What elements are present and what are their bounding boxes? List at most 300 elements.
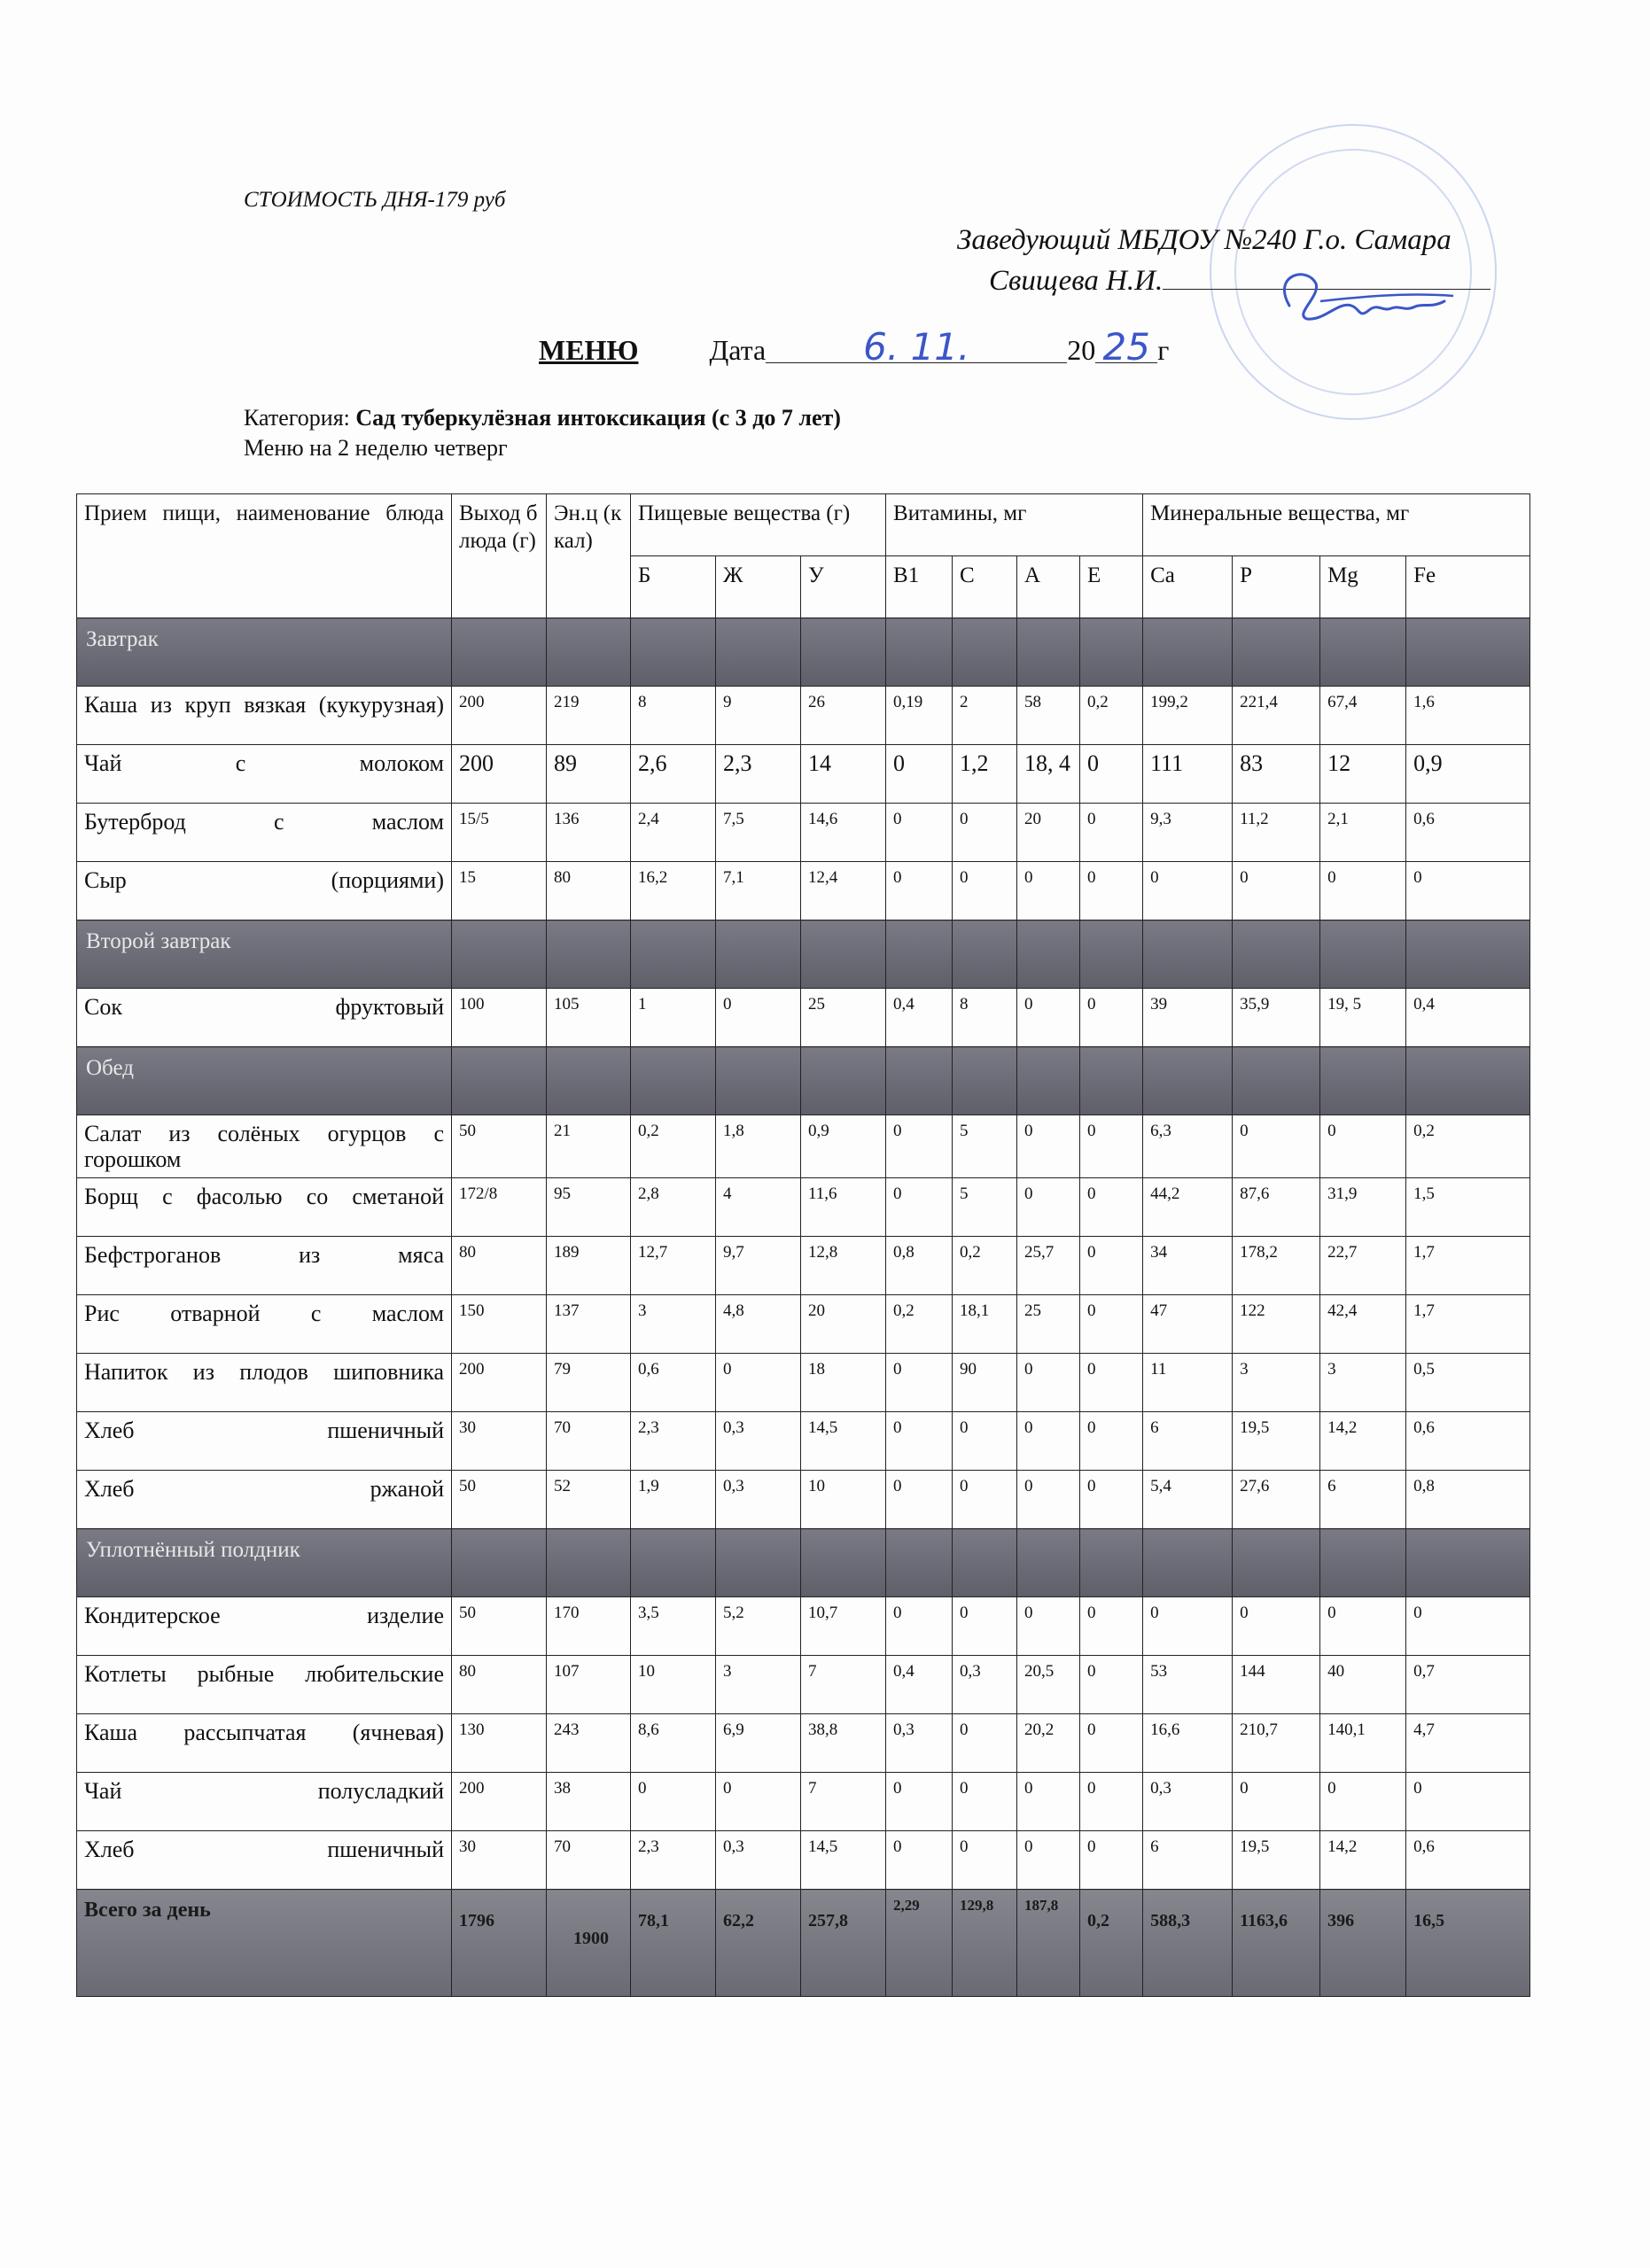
- section-fill-cell: [1233, 618, 1320, 687]
- value-cell: 2,8: [631, 1178, 716, 1237]
- value-cell: 70: [547, 1831, 631, 1890]
- value-cell: 0,6: [1406, 1831, 1530, 1890]
- section-fill-cell: [953, 618, 1017, 687]
- value-cell: 0: [716, 1773, 801, 1831]
- day-cost: СТОИМОСТЬ ДНЯ-179 руб: [244, 188, 506, 212]
- section-row: [77, 618, 1530, 687]
- dish-row: [77, 1178, 1530, 1237]
- dish-row: [77, 1412, 1530, 1471]
- dish-row: [77, 1115, 1530, 1178]
- value-cell: 15/5: [452, 804, 547, 862]
- section-fill-cell: [716, 1529, 801, 1597]
- total-value: 1796: [452, 1890, 547, 1997]
- value-cell: 0,4: [886, 1656, 953, 1714]
- value-cell: 50: [452, 1471, 547, 1529]
- value-cell: 0,3: [716, 1831, 801, 1890]
- value-cell: 20,2: [1017, 1714, 1080, 1773]
- value-cell: 0: [1143, 862, 1233, 920]
- value-cell: 0: [1406, 1773, 1530, 1831]
- value-cell: 3: [1233, 1354, 1320, 1412]
- subheader-7: Ca: [1143, 556, 1233, 618]
- section-fill-cell: [1406, 920, 1530, 989]
- value-cell: 122: [1233, 1295, 1320, 1354]
- dish-row: [77, 1597, 1530, 1656]
- value-cell: 38: [547, 1773, 631, 1831]
- total-value: 187,8: [1017, 1890, 1080, 1997]
- total-value: 1900: [547, 1890, 631, 1997]
- value-cell: 11,2: [1233, 804, 1320, 862]
- handwritten-signature: [1254, 257, 1467, 337]
- header-minerals: Минеральные вещества, мг: [1143, 494, 1530, 556]
- value-cell: 8,6: [631, 1714, 716, 1773]
- value-cell: 150: [452, 1295, 547, 1354]
- category-label: Категория:: [244, 405, 350, 431]
- value-cell: 1,9: [631, 1471, 716, 1529]
- section-fill-cell: [1143, 618, 1233, 687]
- value-cell: 3: [631, 1295, 716, 1354]
- dish-row: [77, 1471, 1530, 1529]
- value-cell: 2,3: [631, 1831, 716, 1890]
- subheader-10: Fe: [1406, 556, 1530, 618]
- year-suffix: 25: [1095, 332, 1157, 363]
- section-fill-cell: [631, 1529, 716, 1597]
- subheader-2: У: [801, 556, 886, 618]
- total-value: 62,2: [716, 1890, 801, 1997]
- section-fill-cell: [953, 1047, 1017, 1115]
- value-cell: 67,4: [1320, 687, 1406, 745]
- value-cell: 9,7: [716, 1237, 801, 1295]
- section-fill-cell: [547, 1047, 631, 1115]
- menu-title: МЕНЮ: [539, 334, 639, 366]
- value-cell: 189: [547, 1237, 631, 1295]
- dish-name: Хлеб ржаной: [77, 1471, 452, 1529]
- dish-name: Каша рассыпчатая (ячневая): [77, 1714, 452, 1773]
- section-fill-cell: [1080, 618, 1143, 687]
- subheader-4: С: [953, 556, 1017, 618]
- section-fill-cell: [716, 1047, 801, 1115]
- value-cell: 6: [1143, 1831, 1233, 1890]
- value-cell: 9,3: [1143, 804, 1233, 862]
- value-cell: 87,6: [1233, 1178, 1320, 1237]
- dish-name: Борщ с фасолью со сметаной: [77, 1178, 452, 1237]
- value-cell: 0: [953, 1714, 1017, 1773]
- value-cell: 0,3: [1143, 1773, 1233, 1831]
- value-cell: 0: [886, 804, 953, 862]
- value-cell: 0: [953, 1831, 1017, 1890]
- value-cell: 3: [1320, 1354, 1406, 1412]
- dish-name: Бутерброд с маслом: [77, 804, 452, 862]
- section-fill-cell: [1320, 1047, 1406, 1115]
- section-fill-cell: [1017, 920, 1080, 989]
- value-cell: 7: [801, 1656, 886, 1714]
- value-cell: 0,3: [953, 1656, 1017, 1714]
- subheader-5: А: [1017, 556, 1080, 618]
- value-cell: 0: [886, 1597, 953, 1656]
- value-cell: 25: [801, 989, 886, 1047]
- value-cell: 0: [1080, 1115, 1143, 1178]
- value-cell: 1,8: [716, 1115, 801, 1178]
- value-cell: 0: [716, 1354, 801, 1412]
- value-cell: 0: [953, 1773, 1017, 1831]
- dish-row: [77, 804, 1530, 862]
- header-energy: Эн.ц (ккал): [547, 494, 631, 618]
- value-cell: 0: [886, 1354, 953, 1412]
- value-cell: 0,3: [886, 1714, 953, 1773]
- value-cell: 26: [801, 687, 886, 745]
- value-cell: 0,3: [716, 1412, 801, 1471]
- week-label: Меню на 2 неделю четверг: [244, 435, 508, 461]
- value-cell: 18, 4: [1017, 745, 1080, 804]
- value-cell: 0: [1017, 1831, 1080, 1890]
- value-cell: 0: [1233, 1597, 1320, 1656]
- value-cell: 38,8: [801, 1714, 886, 1773]
- value-cell: 89: [547, 745, 631, 804]
- section-fill-cell: [801, 1529, 886, 1597]
- value-cell: 0: [1143, 1597, 1233, 1656]
- value-cell: 18,1: [953, 1295, 1017, 1354]
- value-cell: 0: [631, 1773, 716, 1831]
- year-prefix: 20: [1067, 334, 1096, 366]
- value-cell: 210,7: [1233, 1714, 1320, 1773]
- value-cell: 9: [716, 687, 801, 745]
- total-value: 396: [1320, 1890, 1406, 1997]
- value-cell: 0,6: [631, 1354, 716, 1412]
- value-cell: 70: [547, 1412, 631, 1471]
- total-label: Всего за день: [77, 1890, 452, 1997]
- value-cell: 2: [953, 687, 1017, 745]
- value-cell: 0: [1080, 1354, 1143, 1412]
- value-cell: 53: [1143, 1656, 1233, 1714]
- value-cell: 0: [1080, 1773, 1143, 1831]
- value-cell: 14,6: [801, 804, 886, 862]
- value-cell: 50: [452, 1115, 547, 1178]
- value-cell: 0,2: [953, 1237, 1017, 1295]
- subheader-3: В1: [886, 556, 953, 618]
- value-cell: 144: [1233, 1656, 1320, 1714]
- value-cell: 0,5: [1406, 1354, 1530, 1412]
- section-title: Уплотнённый полдник: [77, 1529, 452, 1597]
- value-cell: 14,5: [801, 1412, 886, 1471]
- value-cell: 200: [452, 1354, 547, 1412]
- value-cell: 0,2: [886, 1295, 953, 1354]
- value-cell: 0: [1080, 1597, 1143, 1656]
- value-cell: 0,7: [1406, 1656, 1530, 1714]
- value-cell: 44,2: [1143, 1178, 1233, 1237]
- value-cell: 111: [1143, 745, 1233, 804]
- value-cell: 50: [452, 1597, 547, 1656]
- dish-row: [77, 1773, 1530, 1831]
- value-cell: 130: [452, 1714, 547, 1773]
- dish-name: Котлеты рыбные любительские: [77, 1656, 452, 1714]
- value-cell: 12: [1320, 745, 1406, 804]
- value-cell: 12,4: [801, 862, 886, 920]
- value-cell: 0: [886, 745, 953, 804]
- value-cell: 7,5: [716, 804, 801, 862]
- value-cell: 0: [1320, 862, 1406, 920]
- value-cell: 1,2: [953, 745, 1017, 804]
- total-value: 0,2: [1080, 1890, 1143, 1997]
- value-cell: 1,6: [1406, 687, 1530, 745]
- value-cell: 25,7: [1017, 1237, 1080, 1295]
- value-cell: 6: [1143, 1412, 1233, 1471]
- value-cell: 1,7: [1406, 1295, 1530, 1354]
- value-cell: 30: [452, 1831, 547, 1890]
- value-cell: 2,6: [631, 745, 716, 804]
- section-title: Второй завтрак: [77, 920, 452, 989]
- value-cell: 0: [1017, 862, 1080, 920]
- value-cell: 200: [452, 1773, 547, 1831]
- value-cell: 30: [452, 1412, 547, 1471]
- section-fill-cell: [1406, 1529, 1530, 1597]
- value-cell: 0: [1080, 1178, 1143, 1237]
- value-cell: 107: [547, 1656, 631, 1714]
- section-fill-cell: [1320, 1529, 1406, 1597]
- value-cell: 0: [1080, 1656, 1143, 1714]
- value-cell: 40: [1320, 1656, 1406, 1714]
- section-fill-cell: [1320, 618, 1406, 687]
- value-cell: 0: [953, 1412, 1017, 1471]
- total-value: 588,3: [1143, 1890, 1233, 1997]
- menu-date-line: [539, 325, 1170, 369]
- subheader-6: Е: [1080, 556, 1143, 618]
- value-cell: 5,4: [1143, 1471, 1233, 1529]
- value-cell: 0,8: [886, 1237, 953, 1295]
- subheader-9: Mg: [1320, 556, 1406, 618]
- section-fill-cell: [953, 1529, 1017, 1597]
- value-cell: 4,8: [716, 1295, 801, 1354]
- value-cell: 15: [452, 862, 547, 920]
- value-cell: 0,2: [1406, 1115, 1530, 1178]
- section-fill-cell: [886, 1529, 953, 1597]
- value-cell: 20,5: [1017, 1656, 1080, 1714]
- dish-row: [77, 1831, 1530, 1890]
- value-cell: 8: [631, 687, 716, 745]
- value-cell: 0,3: [716, 1471, 801, 1529]
- value-cell: 7: [801, 1773, 886, 1831]
- value-cell: 35,9: [1233, 989, 1320, 1047]
- value-cell: 243: [547, 1714, 631, 1773]
- value-cell: 221,4: [1233, 687, 1320, 745]
- dish-row: [77, 1295, 1530, 1354]
- total-value: 2,29: [886, 1890, 953, 1997]
- value-cell: 0: [1017, 1471, 1080, 1529]
- value-cell: 0,4: [886, 989, 953, 1047]
- value-cell: 0: [1080, 862, 1143, 920]
- value-cell: 0: [1080, 1412, 1143, 1471]
- value-cell: 0: [1017, 1597, 1080, 1656]
- value-cell: 0: [1017, 989, 1080, 1047]
- value-cell: 0: [1017, 1412, 1080, 1471]
- value-cell: 0: [1080, 1471, 1143, 1529]
- value-cell: 0: [1406, 1597, 1530, 1656]
- value-cell: 136: [547, 804, 631, 862]
- value-cell: 0: [886, 1471, 953, 1529]
- value-cell: 80: [547, 862, 631, 920]
- section-title: Обед: [77, 1047, 452, 1115]
- section-fill-cell: [953, 920, 1017, 989]
- value-cell: 19, 5: [1320, 989, 1406, 1047]
- dish-name: Кондитерское изделие: [77, 1597, 452, 1656]
- section-fill-cell: [1080, 920, 1143, 989]
- value-cell: 14,2: [1320, 1412, 1406, 1471]
- section-fill-cell: [631, 920, 716, 989]
- section-fill-cell: [547, 1529, 631, 1597]
- value-cell: 2,3: [716, 745, 801, 804]
- dish-row: [77, 745, 1530, 804]
- value-cell: 219: [547, 687, 631, 745]
- value-cell: 10: [631, 1656, 716, 1714]
- section-fill-cell: [1143, 1529, 1233, 1597]
- value-cell: 0: [886, 1178, 953, 1237]
- section-fill-cell: [547, 920, 631, 989]
- section-fill-cell: [1017, 1529, 1080, 1597]
- value-cell: 10,7: [801, 1597, 886, 1656]
- dish-row: [77, 1237, 1530, 1295]
- section-fill-cell: [1017, 618, 1080, 687]
- section-fill-cell: [716, 618, 801, 687]
- value-cell: 100: [452, 989, 547, 1047]
- value-cell: 42,4: [1320, 1295, 1406, 1354]
- section-fill-cell: [1233, 1529, 1320, 1597]
- value-cell: 4,7: [1406, 1714, 1530, 1773]
- value-cell: 0: [953, 1597, 1017, 1656]
- value-cell: 0: [1080, 1714, 1143, 1773]
- value-cell: 199,2: [1143, 687, 1233, 745]
- value-cell: 0: [1017, 1354, 1080, 1412]
- value-cell: 0: [1320, 1773, 1406, 1831]
- value-cell: 0: [1080, 1831, 1143, 1890]
- dish-name: Сок фруктовый: [77, 989, 452, 1047]
- section-fill-cell: [1017, 1047, 1080, 1115]
- total-value: 16,5: [1406, 1890, 1530, 1997]
- value-cell: 0: [1233, 1115, 1320, 1178]
- value-cell: 105: [547, 989, 631, 1047]
- value-cell: 5,2: [716, 1597, 801, 1656]
- value-cell: 39: [1143, 989, 1233, 1047]
- value-cell: 20: [1017, 804, 1080, 862]
- dish-row: [77, 1656, 1530, 1714]
- section-fill-cell: [452, 1529, 547, 1597]
- section-fill-cell: [801, 1047, 886, 1115]
- value-cell: 7,1: [716, 862, 801, 920]
- date-value: 6. 11.: [766, 332, 1067, 363]
- value-cell: 90: [953, 1354, 1017, 1412]
- value-cell: 0: [1080, 1237, 1143, 1295]
- value-cell: 172/8: [452, 1178, 547, 1237]
- value-cell: 0: [953, 804, 1017, 862]
- subheader-1: Ж: [716, 556, 801, 618]
- value-cell: 12,7: [631, 1237, 716, 1295]
- value-cell: 83: [1233, 745, 1320, 804]
- value-cell: 31,9: [1320, 1178, 1406, 1237]
- value-cell: 0: [1080, 1295, 1143, 1354]
- subheader-0: Б: [631, 556, 716, 618]
- section-fill-cell: [547, 618, 631, 687]
- value-cell: 3,5: [631, 1597, 716, 1656]
- value-cell: 19,5: [1233, 1412, 1320, 1471]
- value-cell: 0: [886, 1115, 953, 1178]
- header-yield: Выход блюда (г): [452, 494, 547, 618]
- section-fill-cell: [1406, 1047, 1530, 1115]
- value-cell: 0,2: [1080, 687, 1143, 745]
- section-fill-cell: [716, 920, 801, 989]
- total-value: 1163,6: [1233, 1890, 1320, 1997]
- value-cell: 6,9: [716, 1714, 801, 1773]
- value-cell: 27,6: [1233, 1471, 1320, 1529]
- dish-name: Хлеб пшеничный: [77, 1412, 452, 1471]
- section-fill-cell: [1233, 920, 1320, 989]
- header-vitamins: Витамины, мг: [886, 494, 1143, 556]
- header-dish: Прием пищи, наименование блюда: [77, 494, 452, 618]
- menu-table: [76, 493, 1530, 1997]
- section-fill-cell: [452, 618, 547, 687]
- value-cell: 0,8: [1406, 1471, 1530, 1529]
- section-fill-cell: [801, 618, 886, 687]
- value-cell: 19,5: [1233, 1831, 1320, 1890]
- value-cell: 0: [886, 1831, 953, 1890]
- director-title: Заведующий МБДОУ №240 Г.о. Самара: [957, 224, 1452, 256]
- value-cell: 1,5: [1406, 1178, 1530, 1237]
- value-cell: 1: [631, 989, 716, 1047]
- value-cell: 12,8: [801, 1237, 886, 1295]
- value-cell: 52: [547, 1471, 631, 1529]
- value-cell: 0: [953, 1471, 1017, 1529]
- value-cell: 0: [1017, 1773, 1080, 1831]
- value-cell: 16,2: [631, 862, 716, 920]
- section-fill-cell: [1143, 1047, 1233, 1115]
- dish-name: Чай полусладкий: [77, 1773, 452, 1831]
- section-fill-cell: [1080, 1529, 1143, 1597]
- section-fill-cell: [1143, 920, 1233, 989]
- value-cell: 11: [1143, 1354, 1233, 1412]
- value-cell: 80: [452, 1237, 547, 1295]
- value-cell: 5: [953, 1115, 1017, 1178]
- value-cell: 22,7: [1320, 1237, 1406, 1295]
- value-cell: 8: [953, 989, 1017, 1047]
- value-cell: 80: [452, 1656, 547, 1714]
- value-cell: 0: [1320, 1597, 1406, 1656]
- dish-name: Рис отварной с маслом: [77, 1295, 452, 1354]
- value-cell: 4: [716, 1178, 801, 1237]
- value-cell: 137: [547, 1295, 631, 1354]
- value-cell: 3: [716, 1656, 801, 1714]
- value-cell: 200: [452, 745, 547, 804]
- value-cell: 0: [1406, 862, 1530, 920]
- dish-row: [77, 862, 1530, 920]
- value-cell: 0,9: [801, 1115, 886, 1178]
- value-cell: 1,7: [1406, 1237, 1530, 1295]
- dish-name: Бефстроганов из мяса: [77, 1237, 452, 1295]
- category-block: [244, 403, 841, 463]
- value-cell: 10: [801, 1471, 886, 1529]
- value-cell: 95: [547, 1178, 631, 1237]
- total-value: 129,8: [953, 1890, 1017, 1997]
- section-row: [77, 1529, 1530, 1597]
- value-cell: 0: [886, 862, 953, 920]
- date-label: Дата: [709, 334, 767, 366]
- value-cell: 0: [886, 1412, 953, 1471]
- section-fill-cell: [452, 920, 547, 989]
- dish-name: Каша из круп вязкая (кукурузная): [77, 687, 452, 745]
- dish-row: [77, 989, 1530, 1047]
- value-cell: 0: [1233, 862, 1320, 920]
- value-cell: 16,6: [1143, 1714, 1233, 1773]
- section-fill-cell: [631, 618, 716, 687]
- value-cell: 6,3: [1143, 1115, 1233, 1178]
- section-fill-cell: [1080, 1047, 1143, 1115]
- value-cell: 14,2: [1320, 1831, 1406, 1890]
- value-cell: 0,4: [1406, 989, 1530, 1047]
